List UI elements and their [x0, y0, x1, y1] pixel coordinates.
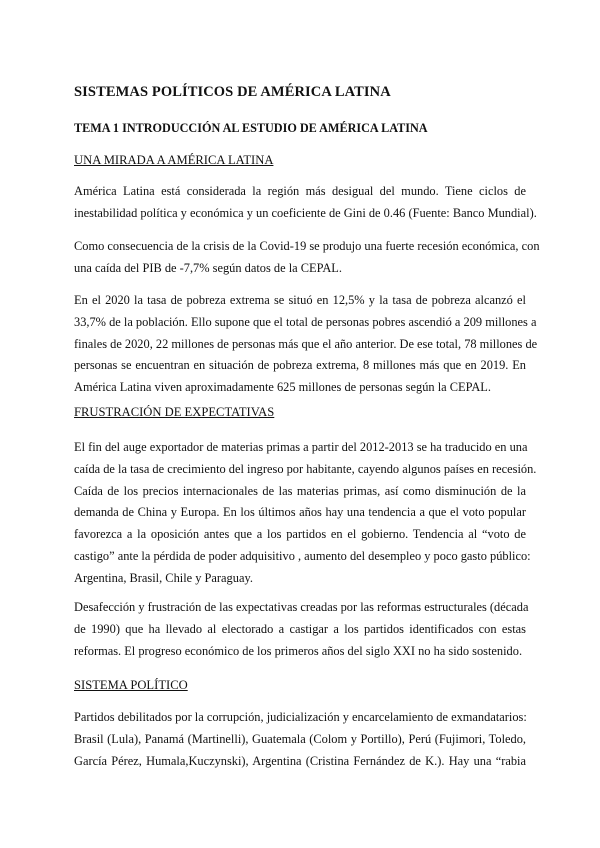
text-line: finales de 2020, 22 millones de personas más que el año anterior. De ese total, 78 millones de [74, 336, 538, 351]
text-line: reformas. El progreso económico de los primeros años del siglo XXI no ha sido sostenido. [74, 643, 523, 658]
section-heading-sistema: SISTEMA POLÍTICO [74, 678, 188, 692]
text-line: En el 2020 la tasa de pobreza extrema se situó en 12,5% y la tasa de pobreza alcanzó el [74, 293, 526, 307]
text-line: Partidos debilitados por la corrupción, judicialización y encarcelamiento de exmandatarios: [74, 710, 527, 724]
text-line: Caída de los precios internacionales de las materias primas, así como disminución de la [74, 483, 526, 498]
text-line: una caída del PIB de -7,7% según datos de la CEPAL. [74, 260, 342, 275]
paragraph [74, 437, 537, 590]
text-line: García Pérez, Humala,Kuczynski), Argentina (Cristina Fernández de K.). Hay una “rabia [74, 753, 526, 768]
paragraph [74, 597, 529, 662]
text-line: inestabilidad política y económica y un coeficiente de Gini de 0.46 (Fuente: Banco Mundial). [74, 205, 537, 220]
text-line: caída de la tasa de crecimiento del ingreso por habitante, cayendo algunos países en recesión. [74, 461, 537, 476]
text-line: Desafección y frustración de las expectativas creadas por las reformas estructurales (década [74, 600, 529, 614]
paragraph [74, 707, 526, 772]
section-heading-frustracion: FRUSTRACIÓN DE EXPECTATIVAS [74, 405, 275, 419]
text-line: América Latina viven aproximadamente 625 millones de personas según la CEPAL. [74, 380, 491, 395]
paragraph [74, 236, 540, 280]
text-line: 33,7% de la población. Ello supone que el total de personas pobres ascendió a 209 millones a [74, 314, 537, 329]
section-heading-mirada: UNA MIRADA A AMÉRICA LATINA [74, 153, 274, 167]
text-line: castigo” ante la pérdida de poder adquisitivo , aumento del desempleo y poco gasto público: [74, 548, 531, 563]
text-line: Brasil (Lula), Panamá (Martinelli), Guatemala (Colom y Portillo), Perú (Fujimori, Toledo, [74, 731, 526, 746]
topic-title: TEMA 1 INTRODUCCIÓN AL ESTUDIO DE AMÉRICA LATINA [74, 121, 428, 135]
text-line: América Latina está considerada la región más desigual del mundo. Tiene ciclos de [74, 184, 526, 198]
text-line: personas se encuentran en situación de pobreza extrema, 8 millones más que en 2019. En [74, 358, 526, 373]
text-line: El fin del auge exportador de materias primas a partir del 2012-2013 se ha traducido en una [74, 440, 528, 454]
text-line: demanda de China y Europa. En los últimos años hay una tendencia a que el voto popular [74, 505, 526, 520]
text-line: Argentina, Brasil, Chile y Paraguay. [74, 570, 253, 585]
paragraph [74, 290, 538, 399]
text-line: favorezca a la oposición antes que a los partidos en el gobierno. Tendencia al “voto de [74, 527, 526, 542]
text-line: Como consecuencia de la crisis de la Covid-19 se produjo una fuerte recesión económica, con [74, 239, 540, 253]
text-line: de 1990) que ha llevado al electorado a castigar a los partidos identificados con estas [74, 621, 526, 636]
paragraph [74, 181, 537, 225]
document-title: SISTEMAS POLÍTICOS DE AMÉRICA LATINA [74, 84, 391, 100]
